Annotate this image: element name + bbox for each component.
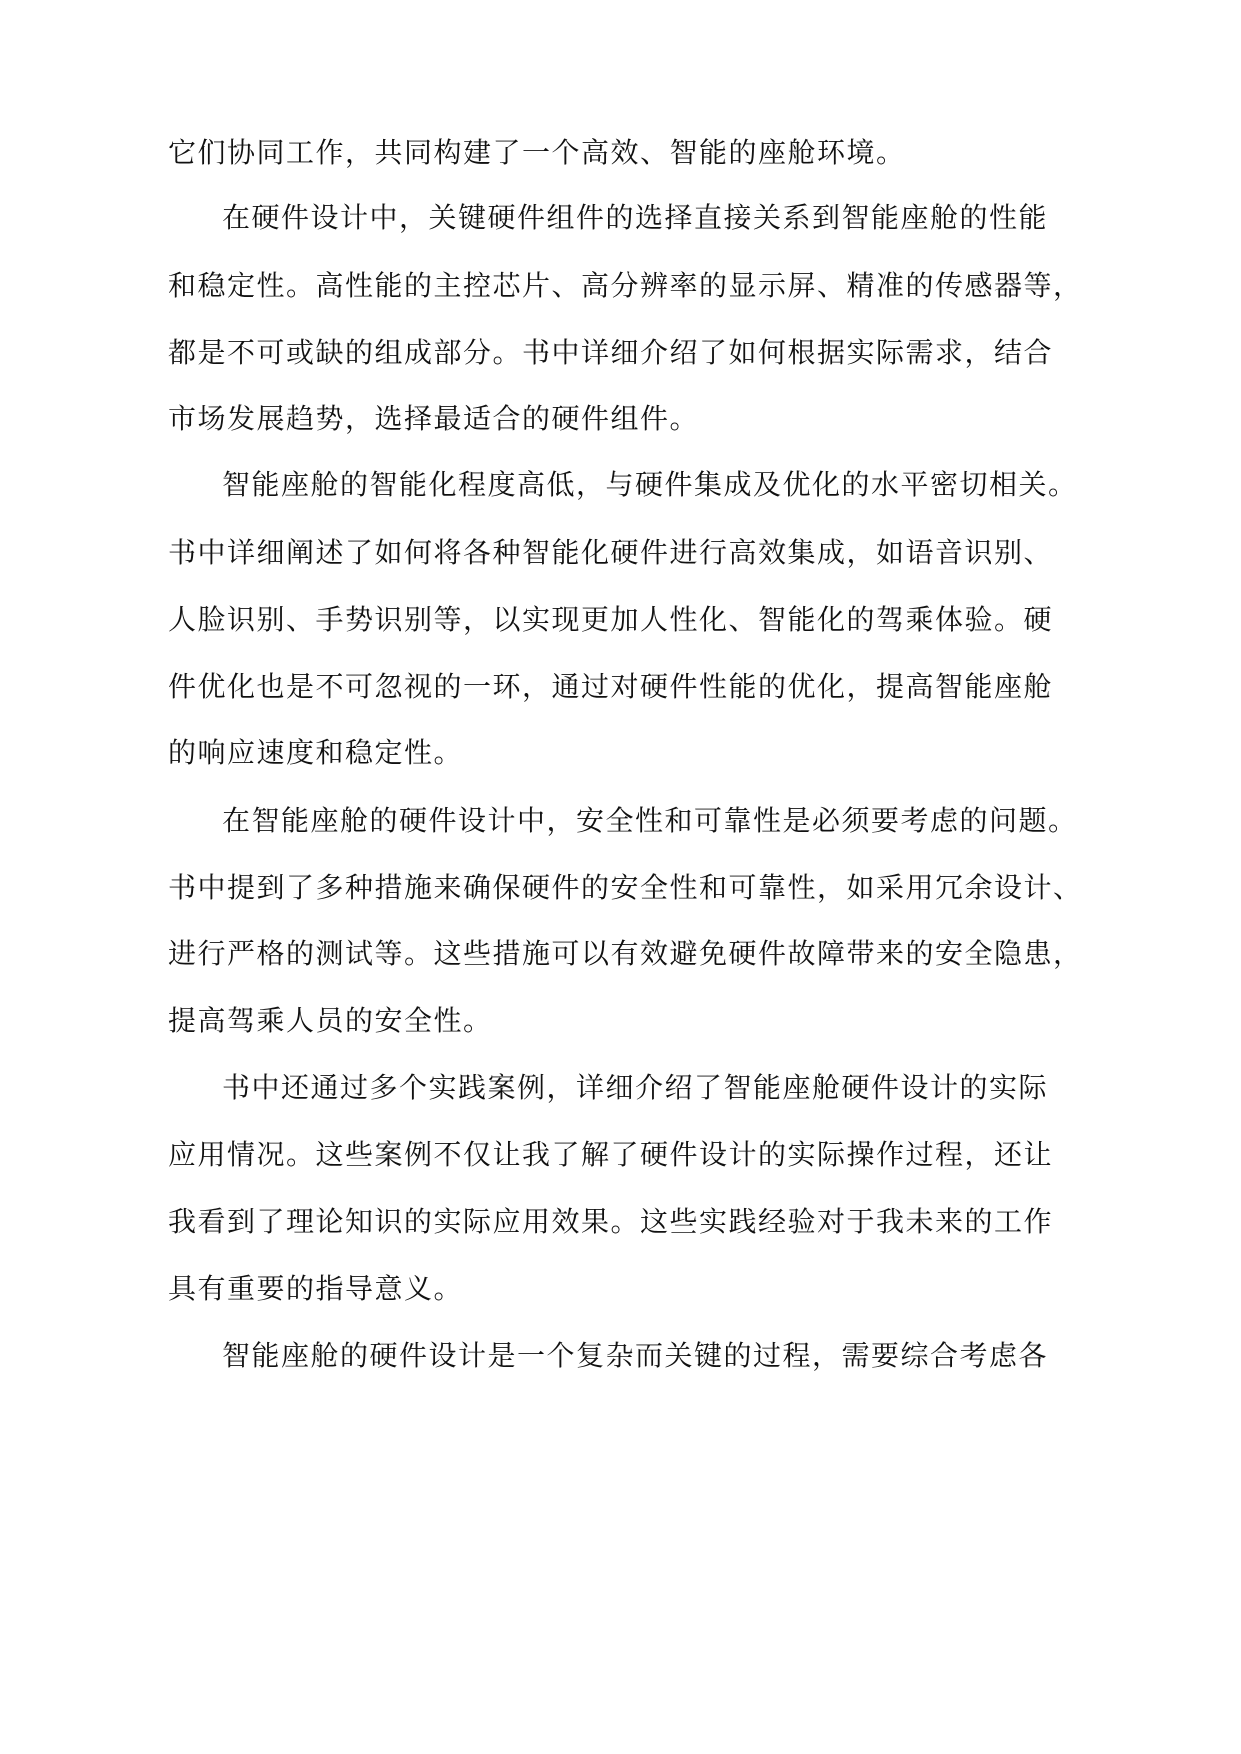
paragraph-2-line-3: 都是不可或缺的组成部分。书中详细介绍了如何根据实际需求，结合 [168, 336, 1054, 369]
paragraph-5-line-1: 书中还通过多个实践案例，详细介绍了智能座舱硬件设计的实际 [222, 1071, 1049, 1104]
paragraph-4-line-4: 提高驾乘人员的安全性。 [168, 1004, 493, 1037]
paragraph-1-line-1: 它们协同工作，共同构建了一个高效、智能的座舱环境。 [168, 136, 906, 169]
paragraph-3-line-1: 智能座舱的智能化程度高低，与硬件集成及优化的水平密切相关。 [222, 468, 1078, 501]
paragraph-2-line-4: 市场发展趋势，选择最适合的硬件组件。 [168, 402, 700, 435]
paragraph-3-line-2: 书中详细阐述了如何将各种智能化硬件进行高效集成，如语音识别、 [168, 536, 1054, 569]
paragraph-4-line-2: 书中提到了多种措施来确保硬件的安全性和可靠性，如采用冗余设计、 [168, 871, 1083, 904]
paragraph-4-line-3: 进行严格的测试等。这些措施可以有效避免硬件故障带来的安全隐患， [168, 937, 1083, 970]
paragraph-6-line-1: 智能座舱的硬件设计是一个复杂而关键的过程，需要综合考虑各 [222, 1339, 1049, 1372]
paragraph-3-line-4: 件优化也是不可忽视的一环，通过对硬件性能的优化，提高智能座舱 [168, 670, 1054, 703]
paragraph-2-line-1: 在硬件设计中，关键硬件组件的选择直接关系到智能座舱的性能 [222, 201, 1049, 234]
paragraph-5-line-4: 具有重要的指导意义。 [168, 1272, 464, 1305]
paragraph-5-line-2: 应用情况。这些案例不仅让我了解了硬件设计的实际操作过程，还让 [168, 1138, 1054, 1171]
paragraph-3-line-5: 的响应速度和稳定性。 [168, 736, 464, 769]
paragraph-3-line-3: 人脸识别、手势识别等，以实现更加人性化、智能化的驾乘体验。硬 [168, 603, 1054, 636]
paragraph-5-line-3: 我看到了理论知识的实际应用效果。这些实践经验对于我未来的工作 [168, 1205, 1054, 1238]
paragraph-4-line-1: 在智能座舱的硬件设计中，安全性和可靠性是必须要考虑的问题。 [222, 804, 1078, 837]
paragraph-2-line-2: 和稳定性。高性能的主控芯片、高分辨率的显示屏、精准的传感器等， [168, 269, 1083, 302]
